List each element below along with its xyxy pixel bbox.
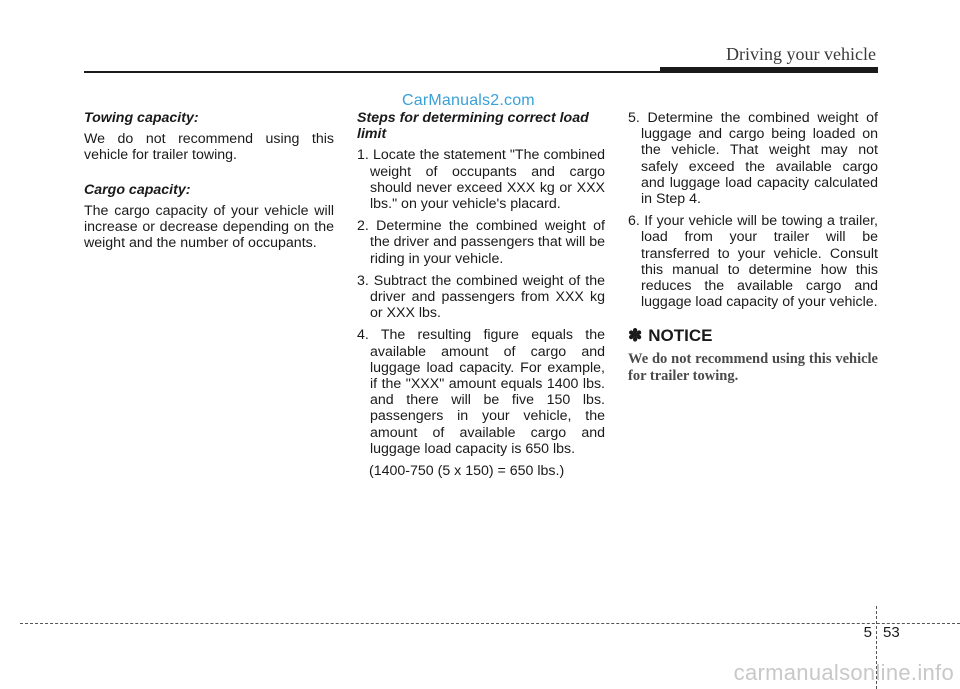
column-middle xyxy=(357,110,605,479)
list-item: 2. Determine the combined weight of the driver and passengers that will be riding in your vehicle. xyxy=(357,218,606,267)
towing-capacity-text: We do not recommend using this vehicle for trailer towing. xyxy=(84,131,334,164)
footer-dashed-rule xyxy=(20,623,960,624)
section-number: 5 xyxy=(863,624,872,641)
column-left xyxy=(84,110,334,269)
list-item: 4. The resulting figure equals the available amount of cargo and luggage load capacity. For example, if the "XXX" amount equals 1400 lbs. and there will be five 150 lbs. passengers in your vehicle, the amount of available cargo and luggage load capacity is 650 lbs. xyxy=(357,327,605,457)
list-item: 1. Locate the statement "The combined weight of occupants and cargo should never exceed XXX kg or XXX lbs." on your vehicle's placard. xyxy=(357,147,605,213)
notice-star-icon: ✽ xyxy=(628,326,643,346)
list-item: 5. Determine the combined weight of luggage and cargo being loaded on the vehicle. That weight may not safely exceed the available cargo and luggage load capacity calculated in Step 4. xyxy=(628,110,878,208)
notice-heading xyxy=(628,328,878,344)
column-right xyxy=(628,110,878,385)
watermark-top: CarManuals2.com xyxy=(402,92,535,109)
notice-title: NOTICE xyxy=(648,326,713,346)
cargo-capacity-text: The cargo capacity of your vehicle will increase or decrease depending on the weight and the number of occupants. xyxy=(84,202,334,252)
list-item: 6. If your vehicle will be towing a trailer, load from your trailer will be transferred to your vehicle. Consult this manual to determine how this reduces the available cargo and luggage load capacity of your vehicle. xyxy=(628,213,878,311)
steps-list-1 xyxy=(357,147,605,457)
chapter-title: Driving your vehicle xyxy=(726,44,876,64)
header-rule-thick xyxy=(660,67,878,73)
watermark-bottom: carmanualsonline.info xyxy=(733,660,954,685)
towing-capacity-heading: Towing capacity: xyxy=(84,110,199,126)
page-number: 53 xyxy=(883,624,900,641)
list-item: 3. Subtract the combined weight of the driver and passengers from XXX kg or XXX lbs. xyxy=(357,272,605,322)
example-formula: (1400-750 (5 x 150) = 650 lbs.) xyxy=(369,463,565,480)
steps-list-2 xyxy=(628,110,878,310)
header-rule-thin xyxy=(84,71,660,73)
notice-text: We do not recommend using this vehicle for trailer towing. xyxy=(628,350,878,384)
cargo-capacity-heading: Cargo capacity: xyxy=(84,181,191,198)
steps-heading: Steps for determining correct load limit xyxy=(357,110,589,143)
